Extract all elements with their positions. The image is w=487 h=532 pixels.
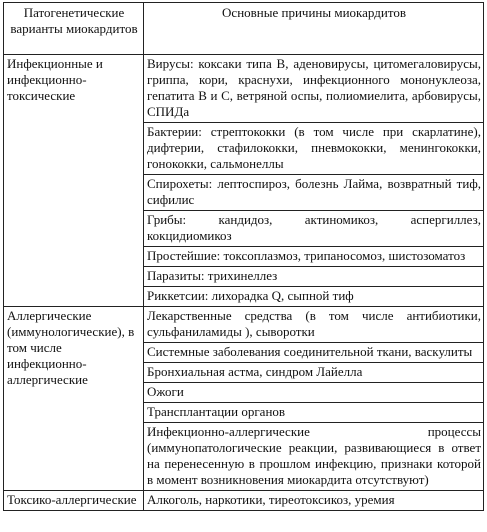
group-name-allergic: Аллергические (иммунологические), в том числе инфекционно-аллергические [4, 307, 144, 491]
cause-cell: Алкоголь, наркотики, тиреотоксикоз, уремия [144, 491, 484, 511]
cause-cell: Паразиты: трихинеллез [144, 267, 484, 287]
cause-cell: Трансплантации органов [144, 403, 484, 423]
cause-cell: Инфекционно-аллергические процессы (иммунопатологические реакции, развивающиеся в ответ на перенесенную в прошлом инфекцию, признаки которой в момент возникновения миокардита отсутствуют) [144, 423, 484, 491]
cause-cell: Системные заболевания соединительной ткани, васкулиты [144, 343, 484, 363]
table-row [4, 491, 484, 511]
cause-cell: Грибы: кандидоз, актиномикоз, аспергиллез, кокцидиомикоз [144, 211, 484, 247]
header-row [4, 3, 484, 55]
cause-cell: Ожоги [144, 383, 484, 403]
cause-cell: Вирусы: коксаки типа В, аденовирусы, цитомегаловирусы, гриппа, кори, краснухи, инфекционного мононуклеоза, гепатита В и С, ветряной оспы, полиомиелита, арбовирусы, СПИДа [144, 55, 484, 123]
header-causes: Основные причины миокардитов [144, 3, 484, 55]
myocarditis-causes-table [3, 2, 484, 511]
group-name-toxic-allergic: Токсико-аллергические [4, 491, 144, 511]
cause-cell: Простейшие: токсоплазмоз, трипаносомоз, шистозоматоз [144, 247, 484, 267]
cause-cell: Бронхиальная астма, синдром Лайелла [144, 363, 484, 383]
causes-table [3, 2, 484, 511]
cause-cell: Бактерии: стрептококки (в том числе при скарлатине), дифтерии, стафилококки, пневмококки, менингококки, гонококки, сальмонеллы [144, 123, 484, 175]
group-name-infectious: Инфекционные и инфекционно-токсические [4, 55, 144, 307]
cause-cell: Риккетсии: лихорадка Q, сыпной тиф [144, 287, 484, 307]
cause-cell: Спирохеты: лептоспироз, болезнь Лайма, возвратный тиф, сифилис [144, 175, 484, 211]
cause-cell: Лекарственные средства (в том числе антибиотики, сульфаниламиды ), сыворотки [144, 307, 484, 343]
table-row [4, 307, 484, 343]
table-row [4, 55, 484, 123]
header-variants: Патогенетические варианты миокардитов [4, 3, 144, 55]
